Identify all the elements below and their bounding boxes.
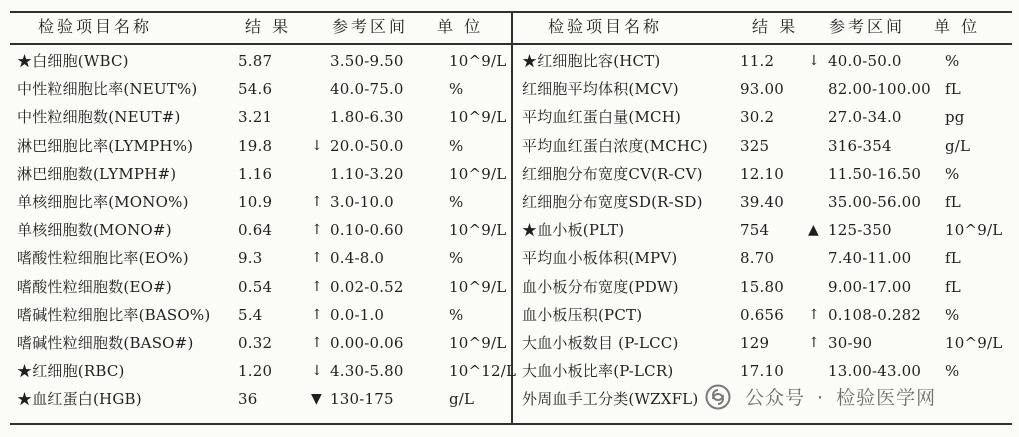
table-row — [0, 357, 1019, 385]
watermark-separator: · — [817, 387, 825, 409]
right-unit: % — [945, 305, 960, 324]
right-item-name: 红细胞分布宽度CV(R-CV) — [522, 164, 703, 183]
left-reference-range: 3.0-10.0 — [330, 193, 394, 211]
wechat-official-account-icon — [705, 384, 731, 410]
left-item-name: 嗜酸性粒细胞比率(EO%) — [17, 249, 189, 268]
left-reference-range: 0.00-0.06 — [330, 334, 404, 352]
right-result-value: 30.2 — [740, 108, 775, 127]
right-unit: % — [945, 362, 960, 381]
right-unit: % — [945, 164, 960, 183]
right-unit: pg — [945, 108, 965, 127]
right-abnormal-flag: ▲ — [808, 222, 819, 239]
left-abnormal-flag: ↑ — [311, 250, 323, 267]
right-unit: % — [945, 52, 960, 70]
left-reference-range: 20.0-50.0 — [330, 136, 404, 155]
left-reference-range: 0.4-8.0 — [330, 249, 385, 268]
right-reference-range: 11.50-16.50 — [828, 164, 922, 183]
left-reference-range: 0.0-1.0 — [330, 305, 385, 324]
right-unit: 10^9/L — [945, 221, 1003, 240]
watermark-name: 检验医学网 — [836, 387, 937, 409]
left-result-value: 19.8 — [238, 136, 273, 155]
right-reference-range: 30-90 — [828, 334, 873, 352]
right-reference-range: 13.00-43.00 — [828, 362, 922, 381]
left-unit: 10^9/L — [449, 221, 507, 240]
header-result-right: 结 果 — [752, 17, 799, 36]
right-result-value: 754 — [740, 221, 770, 240]
right-item-name: 大血小板比率(P-LCR) — [522, 362, 674, 381]
right-result-value: 17.10 — [740, 362, 784, 381]
right-item-name: ★红细胞比容(HCT) — [522, 52, 661, 70]
right-result-value: 129 — [740, 334, 770, 352]
left-unit: 10^9/L — [449, 52, 507, 70]
right-abnormal-flag: ↑ — [808, 335, 820, 351]
table-row — [0, 160, 1019, 188]
left-item-name: ★血红蛋白(HGB) — [17, 390, 142, 409]
table-row — [0, 103, 1019, 131]
left-abnormal-flag: ↓ — [311, 137, 323, 154]
table-row — [0, 216, 1019, 244]
left-item-name: 单核细胞数(MONO#) — [17, 221, 172, 240]
right-item-name: 平均血红蛋白浓度(MCHC) — [522, 136, 708, 155]
left-result-value: 0.32 — [238, 334, 273, 352]
left-item-name: 淋巴细胞比率(LYMPH%) — [17, 136, 194, 155]
left-item-name: 中性粒细胞比率(NEUT%) — [17, 80, 198, 99]
right-item-name: 大血小板数目 (P-LCC) — [522, 334, 679, 352]
left-item-name: 嗜碱性粒细胞数(BASO#) — [17, 334, 194, 352]
header-unit-left: 单 位 — [437, 17, 484, 36]
right-result-value: 0.656 — [740, 305, 784, 324]
right-reference-range: 82.00-100.00 — [828, 80, 931, 99]
left-item-name: 单核细胞比率(MONO%) — [17, 193, 189, 211]
watermark-source: 公众号 — [745, 387, 806, 409]
right-reference-range: 125-350 — [828, 221, 892, 240]
left-item-name: 嗜酸性粒细胞数(EO#) — [17, 277, 172, 296]
left-unit: % — [449, 305, 464, 324]
left-result-value: 1.16 — [238, 164, 273, 183]
right-abnormal-flag: ↑ — [808, 306, 820, 323]
left-reference-range: 4.30-5.80 — [330, 362, 404, 381]
left-result-value: 5.4 — [238, 305, 263, 324]
header-unit-right: 单 位 — [934, 17, 981, 36]
left-abnormal-flag: ↑ — [311, 222, 323, 239]
right-reference-range: 7.40-11.00 — [828, 249, 912, 268]
right-unit: g/L — [945, 136, 971, 155]
left-result-value: 5.87 — [238, 52, 273, 70]
left-unit: % — [449, 249, 464, 268]
header-result-left: 结 果 — [245, 17, 292, 36]
right-reference-range: 0.108-0.282 — [828, 305, 922, 324]
right-item-name: 外周血手工分类(WZXFL) — [522, 390, 699, 409]
right-result-value: 12.10 — [740, 164, 784, 183]
left-result-value: 3.21 — [238, 108, 273, 127]
left-result-value: 9.3 — [238, 249, 263, 268]
right-reference-range: 316-354 — [828, 136, 892, 155]
header-item-name-right: 检验项目名称 — [548, 17, 663, 36]
left-abnormal-flag: ↑ — [311, 306, 323, 323]
left-item-name: ★红细胞(RBC) — [17, 362, 125, 381]
right-item-name: ★血小板(PLT) — [522, 221, 625, 240]
table-row — [0, 301, 1019, 329]
right-item-name: 平均血红蛋白量(MCH) — [522, 108, 682, 127]
left-item-name: 嗜碱性粒细胞比率(BASO%) — [17, 305, 211, 324]
left-unit: 10^9/L — [449, 164, 507, 183]
right-result-value: 8.70 — [740, 249, 775, 268]
header-item-name-left: 检验项目名称 — [38, 17, 153, 36]
right-unit: fL — [945, 277, 961, 296]
left-result-value: 0.54 — [238, 277, 273, 296]
right-unit: 10^9/L — [945, 334, 1003, 352]
left-result-value: 1.20 — [238, 362, 273, 381]
left-abnormal-flag: ↓ — [311, 363, 323, 380]
left-unit: % — [449, 136, 464, 155]
left-reference-range: 0.02-0.52 — [330, 277, 404, 296]
left-reference-range: 3.50-9.50 — [330, 52, 404, 70]
right-item-name: 红细胞平均体积(MCV) — [522, 80, 679, 99]
table-row — [0, 273, 1019, 301]
left-abnormal-flag: ↑ — [311, 335, 323, 351]
right-unit: fL — [945, 249, 961, 268]
left-unit: g/L — [449, 390, 475, 409]
right-result-value: 11.2 — [740, 52, 775, 70]
left-abnormal-flag: ↑ — [311, 278, 323, 295]
right-item-name: 血小板分布宽度(PDW) — [522, 277, 679, 296]
watermark-text — [739, 383, 942, 410]
table-row — [0, 47, 1019, 75]
header-range-right: 参考区间 — [829, 17, 906, 36]
left-unit: 10^9/L — [449, 334, 507, 352]
header-range-left: 参考区间 — [332, 17, 409, 36]
left-reference-range: 1.10-3.20 — [330, 164, 404, 183]
right-abnormal-flag: ↓ — [808, 53, 820, 69]
left-unit: 10^9/L — [449, 108, 507, 127]
right-item-name: 血小板压积(PCT) — [522, 305, 643, 324]
right-unit: fL — [945, 193, 961, 211]
left-result-value: 0.64 — [238, 221, 273, 240]
right-result-value: 325 — [740, 136, 770, 155]
left-unit: % — [449, 193, 464, 211]
table-row — [0, 132, 1019, 160]
right-result-value: 39.40 — [740, 193, 784, 211]
right-result-value: 93.00 — [740, 80, 784, 99]
left-unit: 10^9/L — [449, 277, 507, 296]
left-abnormal-flag: ▼ — [311, 391, 322, 408]
left-result-value: 10.9 — [238, 193, 273, 211]
right-unit: fL — [945, 80, 961, 99]
right-reference-range: 40.0-50.0 — [828, 52, 902, 70]
left-reference-range: 1.80-6.30 — [330, 108, 404, 127]
table-row — [0, 188, 1019, 216]
left-item-name: ★白细胞(WBC) — [17, 52, 129, 70]
table-row — [0, 75, 1019, 103]
left-item-name: 中性粒细胞数(NEUT#) — [17, 108, 181, 127]
left-result-value: 36 — [238, 390, 258, 409]
right-reference-range: 27.0-34.0 — [828, 108, 902, 127]
right-item-name: 平均血小板体积(MPV) — [522, 249, 678, 268]
left-unit: % — [449, 80, 464, 99]
left-abnormal-flag: ↑ — [311, 194, 323, 210]
table-row — [0, 244, 1019, 272]
left-reference-range: 0.10-0.60 — [330, 221, 404, 240]
left-item-name: 淋巴细胞数(LYMPH#) — [17, 164, 177, 183]
right-reference-range: 35.00-56.00 — [828, 193, 922, 211]
table-row — [0, 329, 1019, 357]
left-unit: 10^12/L — [449, 362, 517, 381]
left-result-value: 54.6 — [238, 80, 273, 99]
right-item-name: 红细胞分布宽度SD(R-SD) — [522, 193, 703, 211]
right-reference-range: 9.00-17.00 — [828, 277, 912, 296]
right-result-value: 15.80 — [740, 277, 784, 296]
watermark — [705, 383, 942, 410]
left-reference-range: 40.0-75.0 — [330, 80, 404, 99]
left-reference-range: 130-175 — [330, 390, 394, 409]
